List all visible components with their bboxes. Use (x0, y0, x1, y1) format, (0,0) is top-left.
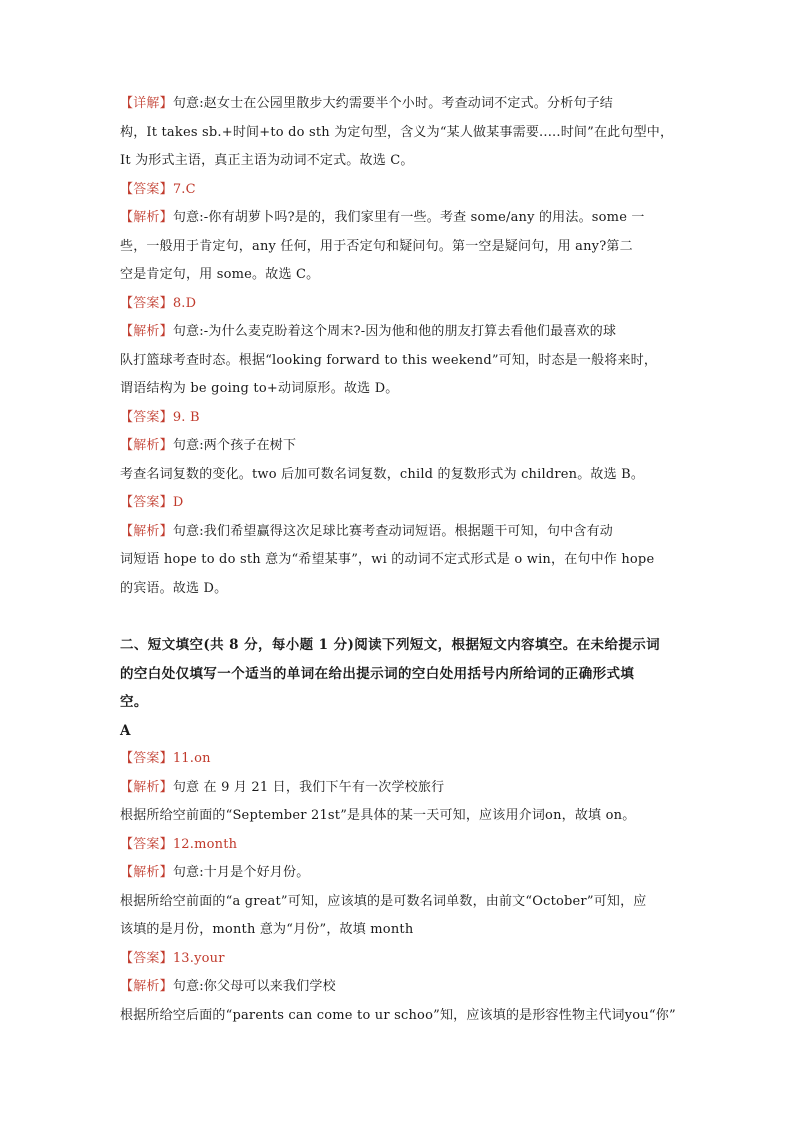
text: 根据所给空后面的“parents can come to ur schoo”知，应该填的是形容性物主代词you“你” (120, 1007, 676, 1023)
answer-tag: 【答案】 (120, 751, 173, 766)
section-spacer (120, 603, 680, 631)
text: 考查名词复数的变化。two 后加可数名词复数，child 的复数形式为 children。故选 B。 (120, 466, 645, 482)
text: It 为形式主语，真正主语为动词不定式。故选 C。 (120, 153, 414, 168)
analysis-12-line-2 (120, 888, 680, 917)
analysis-7-line-3 (120, 261, 680, 290)
text: 该填的是月份，month 意为“月份”，故填 month (120, 922, 414, 937)
answer-value: 12.month (172, 836, 238, 852)
text: 根据所给空前面的“a great”可知，应该填的是可数名词单数，由前文“October”可知，应 (120, 893, 647, 909)
answer-value: 7.C (172, 181, 196, 197)
answer-8 (120, 290, 680, 319)
text: 词短语 hope to do sth 意为“希望某事”，wi 的动词不定式形式是 o win，在句中作 hope (120, 552, 655, 567)
analysis-9-line-1 (120, 432, 680, 461)
analysis-9-line-2 (120, 461, 680, 490)
text: 句意:两个孩子在树下 (172, 438, 297, 453)
analysis-tag: 【解析】 (120, 779, 173, 795)
analysis-tag: 【解析】 (120, 865, 173, 880)
text: 构，It takes sb.+时间+to do sth 为定句型，含义为“某人做某事需要.....时间”在此句型中， (120, 124, 674, 140)
section-heading-line-1: 二、短文填空(共 8 分，每小题 1 分)阅读下列短文，根据短文内容填空。在未给提示词 (120, 637, 661, 653)
analysis-tag: 【解析】 (120, 324, 173, 339)
text: 根据所给空前面的“September 21st”是具体的某一天可知，应该用介词on，故填 on。 (120, 808, 636, 823)
answer-tag: 【答案】 (120, 836, 173, 852)
text: 句意:你父母可以来我们学校 (172, 979, 336, 994)
answer-13 (120, 945, 680, 974)
analysis-10-line-3 (120, 575, 680, 604)
analysis-7-line-2 (120, 233, 680, 262)
analysis-12-line-3 (120, 916, 680, 945)
analysis-8-line-2 (120, 347, 680, 376)
text: 句意 在 9 月 21 日，我们下午有一次学校旅行 (172, 779, 445, 795)
document-page (120, 90, 680, 1030)
answer-value: 11.on (172, 751, 211, 766)
answer-7 (120, 176, 680, 205)
answer-tag: 【答案】 (120, 181, 173, 197)
answer-12 (120, 831, 680, 860)
answer-value: 8.D (172, 295, 197, 311)
section-heading-line-2: 的空白处仅填写一个适当的单词在给出提示词的空白处用括号内所给词的正确形式填 (120, 665, 635, 682)
analysis-7-line-1 (120, 204, 680, 233)
answer-value: 9. B (172, 409, 200, 425)
analysis-10-line-1 (120, 518, 680, 547)
analysis-tag: 【解析】 (120, 979, 173, 994)
text: 些，一般用于肯定句，any 任何，用于否定句和疑问句。第一空是疑问句，用 any?第二 (120, 238, 633, 254)
analysis-8-line-1 (120, 318, 680, 347)
analysis-13-line-1 (120, 973, 680, 1002)
detail-line-3 (120, 147, 680, 176)
text: 的宾语。故选 D。 (120, 580, 228, 596)
text: 队打篮球考查时态。根据“looking forward to this weekend”可知，时态是一般将来时， (120, 352, 658, 368)
analysis-8-line-3 (120, 375, 680, 404)
answer-value: D (172, 495, 184, 510)
detail-line-1 (120, 90, 680, 119)
analysis-tag: 【解析】 (120, 523, 173, 539)
detail-tag: 【详解】 (120, 96, 173, 111)
text: 句意:我们希望赢得这次足球比赛考查动词短语。根据题干可知，句中含有动 (172, 523, 613, 539)
detail-line-2 (120, 119, 680, 148)
answer-value: 13.your (172, 950, 225, 966)
text: 谓语结构为 be going to+动词原形。故选 D。 (120, 381, 399, 396)
text: 句意:-你有胡萝卜吗?是的，我们家里有一些。考查 some/any 的用法。some 一 (172, 210, 645, 225)
answer-tag: 【答案】 (120, 295, 173, 311)
analysis-12-line-1 (120, 859, 680, 888)
passage-label: A (120, 722, 131, 739)
analysis-10-line-2 (120, 546, 680, 575)
analysis-tag: 【解析】 (120, 438, 173, 453)
answer-tag: 【答案】 (120, 950, 173, 966)
text: 句意:十月是个好月份。 (172, 865, 310, 880)
answer-11 (120, 745, 680, 774)
section-heading-line-3: 空。 (120, 694, 148, 710)
text: 空是肯定句，用 some。故选 C。 (120, 267, 320, 282)
analysis-tag: 【解析】 (120, 210, 173, 225)
answer-tag: 【答案】 (120, 495, 173, 510)
answer-10 (120, 489, 680, 518)
analysis-11-line-1 (120, 774, 680, 803)
answer-tag: 【答案】 (120, 409, 173, 425)
text: 句意:-为什么麦克盼着这个周末?-因为他和他的朋友打算去看他们最喜欢的球 (172, 324, 617, 339)
analysis-13-line-2 (120, 1002, 680, 1031)
text: 句意:赵女士在公园里散步大约需要半个小时。考查动词不定式。分析句子结 (172, 96, 613, 111)
analysis-11-line-2 (120, 802, 680, 831)
answer-9 (120, 404, 680, 433)
